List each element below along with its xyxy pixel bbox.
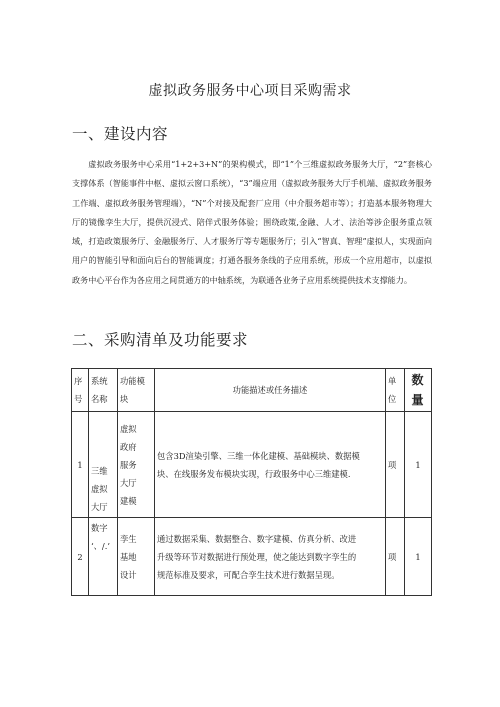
procurement-table [71, 368, 432, 596]
row-system-name: 三维 虚拟 大厅 [89, 412, 118, 518]
row-seq: 2 [72, 518, 89, 596]
row-unit: 项 [386, 412, 405, 518]
row-quantity: 1 [405, 518, 432, 596]
row-quantity: 1 [405, 412, 432, 518]
table-row [72, 412, 432, 518]
construction-paragraph: 虚拟政务服务中心采用“1+2+3+N”的架构模式，即“1”个三维虚拟政务服务大厅，“2”套核心支撑体系（智能事件中枢、虚拟云窗口系统），“3”端应用（虚拟政务服务大厅手机端、虚拟政务服务工作端、虚拟政务服务管理端），“N”个对接及配套厂应用（中介服务超市等）；打造基本服务物理大厅的镜像孪生大厅，提供沉浸式、陪伴式服务体验；围绕政策,金融、人才、法治等涉企服务重点领域，打造政策服务厅、金融服务厅、人才服务厅等专题服务厅；引入“智真、智理”虚拟人，实现面向用户的智能引导和面向后台的智能调度；打通各服务条线的子应用系统，形成一个应用超市，以虚拟政务中心平台作为各应用之间贯通方的中轴系统，为联通各业务子应用系统提供技术支撑能力。 [72, 159, 432, 285]
header-system-name: 系统 名称 [89, 369, 118, 412]
row-module: 孪生 基地 设计 [118, 518, 155, 596]
row-unit: 项 [386, 518, 405, 596]
header-quantity: 数 量 [405, 369, 432, 412]
header-description: 功能描述或任务描述 [155, 369, 386, 412]
table-row [72, 518, 432, 596]
row-system-name: 数字 ‘、/.’ [89, 518, 118, 596]
section-heading-construction: 一、建设内容 [72, 125, 169, 143]
header-seq: 序 号 [72, 369, 89, 412]
table-header-row [72, 369, 432, 412]
row-description: 通过数据采集、数据整合、数字建模、仿真分析、改进升级等环节对数据进行预处理，使之能达到数字孪生的规范标准及要求，可配合孪生技术进行数据呈现。 [155, 518, 386, 596]
page-title: 虚拟政务服务中心项目采购需求 [148, 83, 352, 99]
header-unit: 单 位 [386, 369, 405, 412]
row-module: 虚拟 政府 服务 大厅 建模 [118, 412, 155, 518]
section-heading-procurement: 二、采购清单及功能要求 [72, 331, 249, 349]
row-seq: 1 [72, 412, 89, 518]
row-description: 包含3D渲染引擎、三维一体化建模、基础模块、数据模块、在线服务发布模块实现，行政服务中心三维建模. [155, 412, 386, 518]
header-module: 功能模 块 [118, 369, 155, 412]
